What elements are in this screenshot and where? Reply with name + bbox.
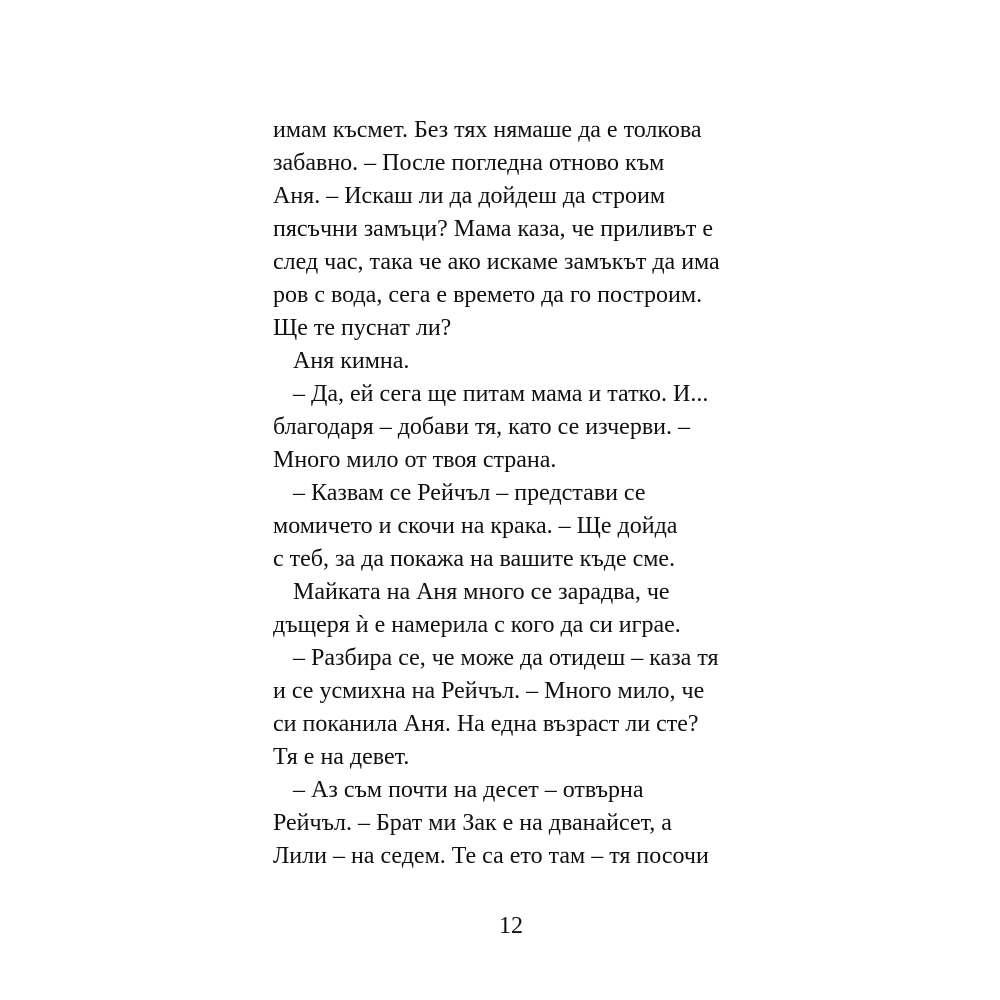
text-line: Аня. – Искаш ли да дойдеш да строим	[273, 183, 666, 209]
text-line: си поканила Аня. На една възраст ли сте?	[273, 711, 699, 737]
text-line: дъщеря ѝ е намерила с кого да си играе.	[273, 612, 681, 638]
text-line: Тя е на девет.	[273, 744, 410, 770]
text-line: след час, така че ако искаме замъкът да има	[273, 249, 720, 275]
text-line: Ще те пуснат ли?	[273, 315, 452, 341]
text-line: – Разбира се, че може да отидеш – каза тя	[293, 645, 719, 671]
text-line: Рейчъл. – Брат ми Зак е на дванайсет, а	[273, 810, 672, 836]
text-line: момичето и скочи на крака. – Ще дойда	[273, 513, 678, 539]
text-line: Аня кимна.	[293, 348, 410, 374]
text-line: – Аз съм почти на десет – отвърна	[293, 777, 644, 803]
text-line: Лили – на седем. Те са ето там – тя посочи	[273, 843, 709, 869]
page-text	[273, 114, 763, 873]
text-line: пясъчни замъци? Мама каза, че приливът е	[273, 216, 714, 242]
text-line: благодаря – добави тя, като се изчерви. –	[273, 414, 690, 440]
text-line: забавно. – После погледна отново към	[273, 150, 665, 176]
text-line: ров с вода, сега е времето да го построим.	[273, 282, 703, 308]
text-line: – Казвам се Рейчъл – представи се	[293, 480, 646, 506]
page-number: 12	[499, 913, 523, 939]
text-line: – Да, ей сега ще питам мама и татко. И...	[293, 381, 709, 407]
text-line: с теб, за да покажа на вашите къде сме.	[273, 546, 676, 572]
text-line: имам късмет. Без тях нямаше да е толкова	[273, 117, 702, 143]
text-line: Много мило от твоя страна.	[273, 447, 557, 473]
text-line: Майката на Аня много се зарадва, че	[293, 579, 670, 605]
text-line: и се усмихна на Рейчъл. – Много мило, че	[273, 678, 705, 704]
